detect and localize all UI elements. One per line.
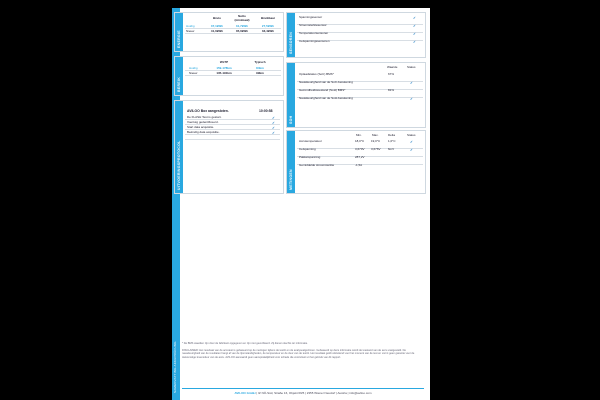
soh-col-status: Status: [407, 65, 416, 69]
energie-row2-label: Nieuw: [186, 28, 195, 33]
check-icon: ✓: [410, 139, 414, 144]
energie-label: ENERGIE: [177, 30, 181, 48]
check-icon: ✓: [410, 147, 414, 152]
metingen-row3-label: Pakketspanning: [299, 155, 321, 159]
footer-address: | IZ NÖ-Süd, Straße 16, Objekt 69/5 | 2355 Wiener Neudorf | Austria | info@aviloo.com: [256, 391, 372, 395]
check-icon: ✓: [410, 80, 414, 85]
soh-tab: [287, 63, 295, 127]
bereik-row1-label: Huidig: [189, 65, 198, 70]
sensoren-panel: [286, 12, 426, 58]
energie-row2-v1: 41,0kWh: [210, 28, 224, 33]
check-icon: ✓: [272, 120, 276, 125]
bereik-label: BEREIK: [177, 76, 181, 92]
soh-row3-value: 81%: [388, 88, 395, 92]
check-icon: ✓: [413, 23, 417, 28]
metingen-panel: [286, 130, 426, 194]
protocol-title: AVILOO Box aangesloten.: [187, 109, 229, 113]
sensoren-label: SENSOREN: [289, 31, 293, 54]
bereik-row2-v2: 99km: [256, 70, 264, 75]
footnote-bms: * De BMS waarden zijn door de fabrikant opgegeven en zijn niet geverifieerd. Zij dienen slechts ter informatie.: [182, 342, 308, 345]
energie-col-netto: Netto: [238, 14, 246, 18]
metingen-col-max: Max.: [372, 133, 379, 137]
metingen-row1-label: Accutemperatuur: [299, 139, 322, 143]
metingen-col-min: Min.: [356, 133, 362, 137]
energie-row2-v3: 33,4kWh: [261, 28, 275, 33]
check-icon: ✓: [272, 115, 276, 120]
protocol-label: UITVOERINGSPROTOCOL: [177, 140, 181, 190]
bereik-row1-v2: 84km: [256, 65, 264, 70]
metingen-row4-min: -1,5A: [355, 163, 363, 167]
energie-col-bruikbaar: Bruikbaar: [260, 16, 275, 20]
bereik-tab: [175, 57, 183, 95]
bereik-row2-v1: 135-191km: [216, 70, 232, 75]
metingen-row4-label: Gemiddelde stroomsterkte: [299, 163, 335, 167]
footer: [182, 391, 424, 395]
bereik-col-wltp: WLTP: [219, 60, 229, 64]
protocol-item-4: Beëindig data acquisitie.: [187, 130, 220, 134]
energie-panel: [174, 12, 284, 52]
metingen-row1-max: 19,0°C: [371, 139, 381, 143]
bereik-row1-v1: 159-178km: [216, 65, 232, 70]
spine-text: SAMENVATTING AKKUPRÜFUNG: [173, 341, 177, 393]
footer-company: AVILOO GmbH: [234, 391, 256, 395]
check-icon: ✓: [413, 39, 417, 44]
sensor-item-2: Stroomsterktesensor: [299, 23, 327, 27]
metingen-row1-min: 18,0°C: [355, 139, 365, 143]
report-page: [172, 8, 430, 400]
check-icon: ✓: [272, 125, 276, 130]
metingen-row2-max: 3,676V: [371, 147, 381, 151]
energie-row1-v2: 31,7kWh: [235, 23, 249, 28]
metingen-row2-min: 3,670V: [355, 147, 365, 151]
soh-row2-label: Nauwkeurigheid van de SoC-berekening: [299, 80, 353, 84]
soh-row1-value: 67%: [388, 72, 395, 76]
energie-col-bruto: Bruto: [213, 16, 221, 20]
check-icon: ✓: [272, 130, 276, 135]
protocol-tab: [175, 101, 183, 193]
soh-col-waarde: Waarde: [387, 65, 398, 69]
protocol-item-1: De FLASH Test is gestart.: [187, 115, 222, 119]
metingen-row1-delta: 1,0°C: [388, 139, 396, 143]
soh-label: SOH: [289, 115, 293, 124]
soh-row1-label: Oplaadstatus (SoC) BMS*: [299, 72, 334, 76]
protocol-time: 10:00:58: [259, 109, 273, 113]
footer-divider: [182, 388, 424, 389]
sensoren-tab: [287, 13, 295, 57]
energie-row1-v3: 27,5kWh: [261, 23, 275, 28]
protocol-item-3: Start data acquisitie.: [187, 125, 215, 129]
protocol-panel: [174, 100, 284, 194]
energie-row1-v1: 37,1kWh: [210, 23, 224, 28]
metingen-tab: [287, 131, 295, 193]
check-icon: ✓: [413, 15, 417, 20]
energie-col-netto-sub: (minimaal): [234, 17, 250, 22]
soh-panel: [286, 62, 426, 128]
energie-row1-label: Huidig: [186, 23, 195, 28]
metingen-label: METINGEN: [289, 169, 293, 190]
footnote-disclaimer: DISCLAIMER: Het resultaat van de accutest is gebaseerd op de metingen tijdens de testrit en de analysealgoritmen. Gebaseerd op deze informatie wordt de toestand van de accu vastgesteld. De nauwkeurigheid van de resultaten hangt af van de rijomstandigheden, de temperatuur en de duur van de testrit. Het resultaat geldt uitsluitend voor het moment van de test en vormt geen garantie voor de toekomstige levensduur van de accu. AVILOO aanvaardt geen aansprakelijkheid voor schade die voortvloeit uit het gebruik van dit rapport.: [182, 349, 415, 359]
soh-row4-label: Nauwkeurigheid van de SoH-berekening: [299, 96, 353, 100]
metingen-row2-label: Celspanning: [299, 147, 316, 151]
sensor-item-3: Temperatuursensoren: [299, 31, 329, 35]
bereik-row2-label: Nieuw: [189, 70, 198, 75]
metingen-col-status: Status: [407, 133, 416, 137]
protocol-item-2: Voertuig gedentificeerd.: [187, 120, 219, 124]
energie-row2-v2: 35,0kWh: [235, 28, 249, 33]
soh-row3-label: Gezondheidstoestand (SoH) BMS*: [299, 88, 346, 92]
sensor-item-1: Spanningssensor: [299, 15, 323, 19]
check-icon: ✓: [410, 96, 414, 101]
table-row: [185, 135, 280, 140]
check-icon: ✓: [413, 31, 417, 36]
sensor-item-4: Celspanningssensoren: [299, 39, 330, 43]
metingen-col-delta: Delta: [388, 133, 396, 137]
energie-tab: [175, 13, 183, 51]
bereik-panel: [174, 56, 284, 96]
metingen-row3-min: 287,2V: [355, 155, 365, 159]
metingen-row2-delta: 6mV: [388, 147, 395, 151]
bereik-col-typisch: Typisch: [254, 60, 266, 64]
